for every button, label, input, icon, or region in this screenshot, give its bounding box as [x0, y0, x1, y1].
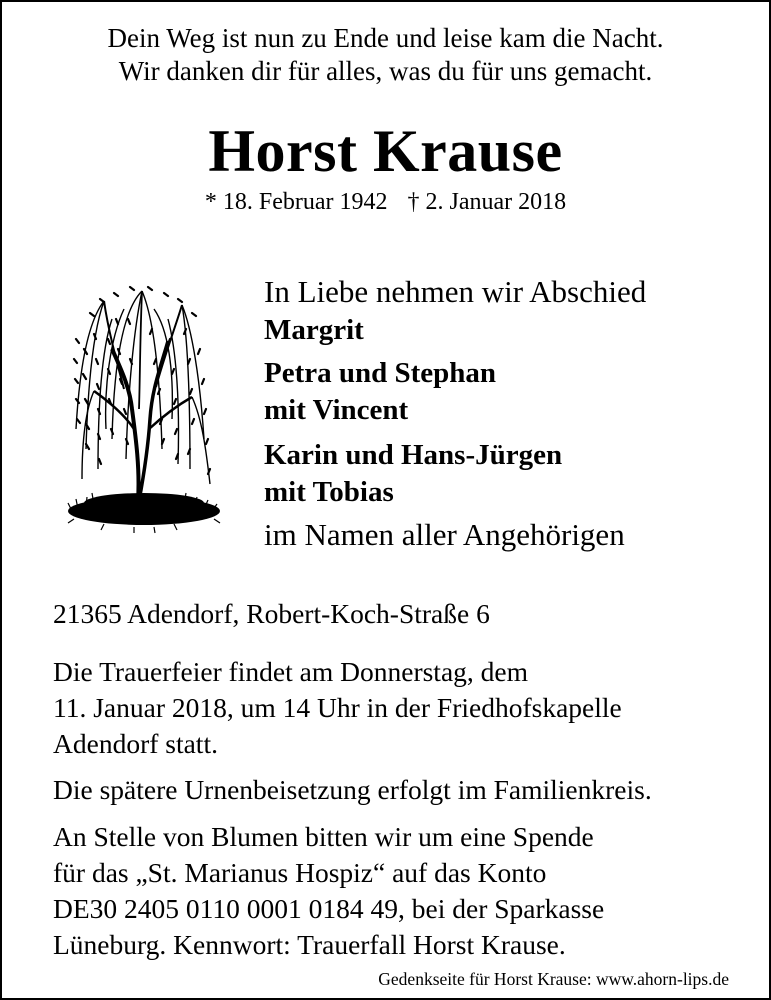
- donation-info: [53, 819, 743, 963]
- urn-burial-info: Die spätere Urnenbeisetzung erfolgt im Familienkreis.: [53, 774, 652, 805]
- birth-date: * 18. Februar 1942: [204, 189, 388, 215]
- farewell-intro: In Liebe nehmen wir Abschied: [264, 274, 647, 309]
- poem-line-1: Dein Weg ist nun zu Ende und leise kam die Nacht.: [107, 23, 664, 53]
- poem: [2, 22, 769, 88]
- donation-line: für das „St. Marianus Hospiz“ auf das Konto: [53, 857, 547, 888]
- family-member: Margrit: [264, 314, 364, 346]
- donation-line: Lüneburg. Kennwort: Trauerfall Horst Krause.: [53, 929, 566, 960]
- funeral-line: Die Trauerfeier findet am Donnerstag, dem: [53, 656, 528, 687]
- family-member: mit Vincent: [264, 394, 409, 426]
- donation-line: DE30 2405 0110 0001 0184 49, bei der Sparkasse: [53, 893, 605, 924]
- address: 21365 Adendorf, Robert-Koch-Straße 6: [53, 598, 490, 629]
- donation-line: An Stelle von Blumen bitten wir um eine Spende: [53, 821, 594, 852]
- funeral-info: [53, 654, 743, 762]
- family-member: mit Tobias: [264, 476, 394, 508]
- funeral-line: Adendorf statt.: [53, 728, 218, 759]
- relatives-note: im Namen aller Angehörigen: [264, 517, 625, 552]
- weeping-willow-icon: [64, 279, 224, 537]
- family-member: Petra und Stephan: [264, 357, 497, 389]
- deceased-name: Horst Krause: [208, 118, 563, 184]
- death-date: † 2. Januar 2018: [407, 189, 567, 215]
- funeral-line: 11. Januar 2018, um 14 Uhr in der Friedhofskapelle: [53, 692, 622, 723]
- poem-line-2: Wir danken dir für alles, was du für uns gemacht.: [118, 56, 653, 86]
- family-block: [264, 272, 734, 555]
- life-dates: [2, 187, 769, 217]
- family-member: Karin und Hans-Jürgen: [264, 439, 563, 471]
- memorial-page-link: Gedenkseite für Horst Krause: www.ahorn-lips.de: [378, 969, 729, 989]
- notice-body: [53, 596, 743, 963]
